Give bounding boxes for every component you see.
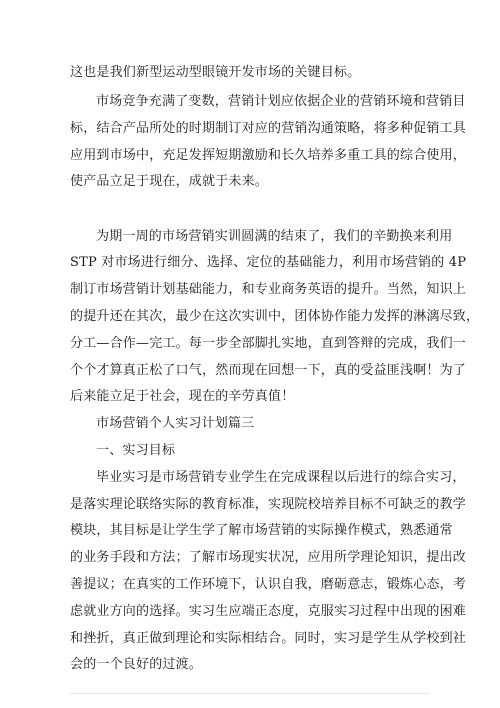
subsection-heading: 一、实习目标 [96, 443, 176, 458]
text-line-18: 的业务手段和方法；了解市场现实状况，应用所学理论知识，提出改 [70, 550, 467, 565]
text-line-3: 标，结合产品所处的时期制订对应的营销沟通策略，将多种促销工具 [70, 121, 467, 136]
text-line-2: 市场竞争充满了变数，营销计划应依据企业的营销环境和营销目 [96, 94, 466, 109]
text-line-21: 和挫折，真正做到理论和实际相结合。同时，实习是学生从学校到社 [70, 631, 467, 646]
text-line-9: 的提升还在其次，最少在这次实训中，团体协作能力发挥的淋漓尽致， [70, 309, 480, 324]
text-line-10: 分工—合作—完工。每一步全部脚扎实地，直到答辩的完成，我们一 [70, 336, 467, 351]
text-line-16: 是落实理论联络实际的教育标准，实现院校培养目标不可缺乏的教学 [70, 497, 467, 512]
text-line-7: STP 对市场进行细分、选择、定位的基础能力，利用市场营销的 4P [70, 255, 467, 270]
text-line-17: 模块，其目标是让学生学了解市场营销的实际操作模式，熟悉通常 [70, 523, 453, 538]
text-line-6: 为期一周的市场营销实训圆满的结束了，我们的辛勤换来利用 [96, 229, 453, 244]
text-line-20: 虑就业方向的选择。实习生应端正态度，克服实习过程中出现的困难 [70, 604, 467, 619]
section-heading: 市场营销个人实习计划篇三 [96, 416, 255, 431]
text-line-11: 个个才算真正松了口气，然而现在回想一下，真的受益匪浅啊！为了 [70, 363, 467, 378]
text-line-5: 使产品立足于现在，成就于未来。 [70, 174, 269, 189]
text-line-19: 善提议；在真实的工作环境下，认识自我，磨砺意志，锻炼心态，考 [70, 577, 467, 592]
text-line-12: 后来能立足于社会，现在的辛劳真值！ [70, 389, 295, 404]
text-line-4: 应用到市场中，充足发挥短期激励和长久培养多重工具的综合使用， [70, 148, 467, 163]
text-line-22: 会的一个良好的过渡。 [70, 657, 203, 672]
text-line-1: 这也是我们新型运动型眼镜开发市场的关键目标。 [70, 65, 361, 80]
text-line-8: 制订市场营销计划基础能力，和专业商务英语的提升。当然，知识上 [70, 282, 467, 297]
text-line-15: 毕业实习是市场营销专业学生在完成课程以后进行的综合实习， [96, 470, 466, 485]
page-bottom-divider [70, 693, 430, 694]
